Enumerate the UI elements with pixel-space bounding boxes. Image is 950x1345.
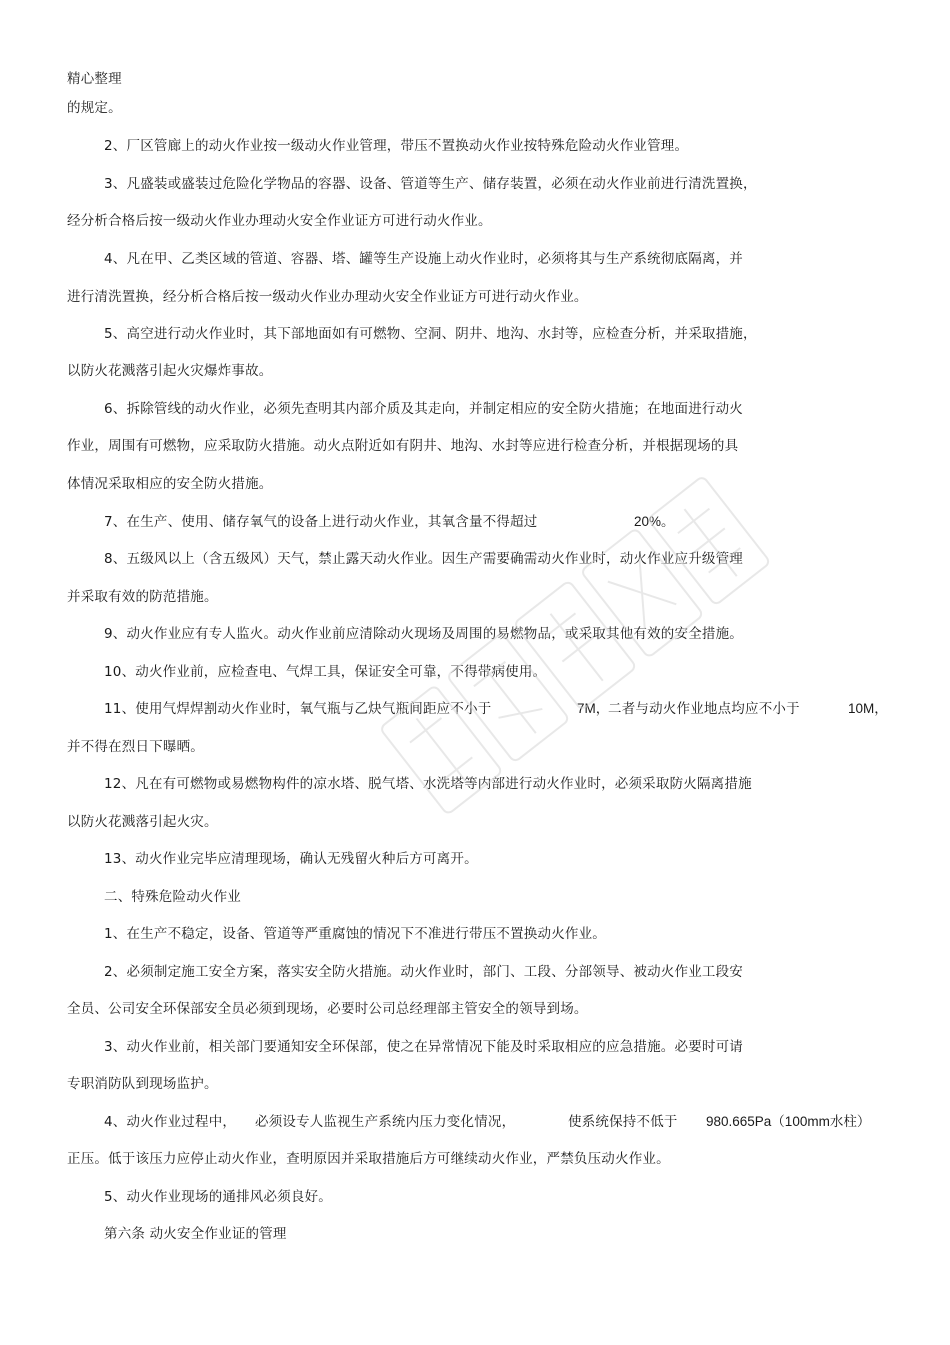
text-line: 5、高空进行动火作业时，其下部地面如有可燃物、空洞、阴井、地沟、水封等，应检查分析，并采取措施， bbox=[104, 326, 757, 342]
text-line: 以防火花溅落引起火灾。 bbox=[67, 814, 218, 830]
text-line: 并采取有效的防范措施。 bbox=[67, 589, 218, 605]
text-line: 1、在生产不稳定，设备、管道等严重腐蚀的情况下不准进行带压不置换动火作业。 bbox=[104, 926, 606, 942]
text-line: 2、必须制定施工安全方案，落实安全防火措施。动火作业时，部门、工段、分部领导、被动火作业工段安 bbox=[104, 964, 743, 980]
text-line: 13、动火作业完毕应清理现场，确认无残留火种后方可离开。 bbox=[104, 851, 478, 867]
text-number: 20%。 bbox=[634, 514, 675, 529]
text-line: 必须设专人监视生产系统内压力变化情况， bbox=[255, 1114, 516, 1130]
text-line: 二者与动火作业地点均应不小于 bbox=[608, 701, 800, 717]
text-line: 4、凡在甲、乙类区域的管道、容器、塔、罐等生产设施上动火作业时，必须将其与生产系统彻底隔离，并 bbox=[104, 251, 743, 267]
text-line: 2、厂区管廊上的动火作业按一级动火作业管理，带压不置换动火作业按特殊危险动火作业管理。 bbox=[104, 138, 689, 154]
text-number: 980.665Pa（100mm水柱） bbox=[706, 1114, 871, 1129]
text-line: 5、动火作业现场的通排风必须良好。 bbox=[104, 1189, 332, 1205]
text-line: 的规定。 bbox=[67, 100, 122, 116]
text-line: 10、动火作业前，应检查电、气焊工具，保证安全可靠，不得带病使用。 bbox=[104, 664, 547, 680]
text-line: 经分析合格后按一级动火作业办理动火安全作业证方可进行动火作业。 bbox=[67, 213, 492, 229]
text-line: 3、凡盛装或盛装过危险化学物品的容器、设备、管道等生产、储存装置，必须在动火作业前进行清洗置换， bbox=[104, 176, 757, 192]
text-line: 使系统保持不低于 bbox=[568, 1114, 678, 1130]
page-header: 精心整理 bbox=[67, 71, 122, 87]
text-line: 作业，周围有可燃物，应采取防火措施。动火点附近如有阴井、地沟、水封等应进行检查分析，并根据现场的具 bbox=[67, 438, 739, 454]
text-line: 并不得在烈日下曝晒。 bbox=[67, 739, 204, 755]
text-line: 11、使用气焊焊割动火作业时，氧气瓶与乙炔气瓶间距应不小于 bbox=[104, 701, 492, 717]
text-line: 6、拆除管线的动火作业，必须先查明其内部介质及其走向，并制定相应的安全防火措施；在地面进行动火 bbox=[104, 401, 743, 417]
text-number: 7M， bbox=[577, 701, 610, 716]
text-line: 全员、公司安全环保部安全员必须到现场，必要时公司总经理部主管安全的领导到场。 bbox=[67, 1001, 588, 1017]
text-line: 9、动火作业应有专人监火。动火作业前应清除动火现场及周围的易燃物品，或采取其他有效的安全措施。 bbox=[104, 626, 743, 642]
text-line: 体情况采取相应的安全防火措施。 bbox=[67, 476, 273, 492]
text-line: 以防火花溅落引起火灾爆炸事故。 bbox=[67, 363, 273, 379]
text-number: 10M， bbox=[848, 701, 888, 716]
text-line: 专职消防队到现场监护。 bbox=[67, 1076, 218, 1092]
section-heading: 二、特殊危险动火作业 bbox=[104, 889, 241, 905]
text-line: 正压。低于该压力应停止动火作业，查明原因并采取措施后方可继续动火作业，严禁负压动火作业。 bbox=[67, 1151, 670, 1167]
text-line: 3、动火作业前，相关部门要通知安全环保部，使之在异常情况下能及时采取相应的应急措施。必要时可请 bbox=[104, 1039, 743, 1055]
article-heading: 第六条 动火安全作业证的管理 bbox=[104, 1226, 287, 1242]
text-line: 进行清洗置换，经分析合格后按一级动火作业办理动火安全作业证方可进行动火作业。 bbox=[67, 289, 588, 305]
text-line: 12、凡在有可燃物或易燃物构件的凉水塔、脱气塔、水洗塔等内部进行动火作业时，必须采取防火隔离措施 bbox=[104, 776, 752, 792]
text-line: 7、在生产、使用、储存氧气的设备上进行动火作业，其氧含量不得超过 bbox=[104, 514, 538, 530]
text-line: 8、五级风以上（含五级风）天气，禁止露天动火作业。因生产需要确需动火作业时，动火作业应升级管理 bbox=[104, 551, 743, 567]
text-line: 4、动火作业过程中， bbox=[104, 1114, 237, 1130]
